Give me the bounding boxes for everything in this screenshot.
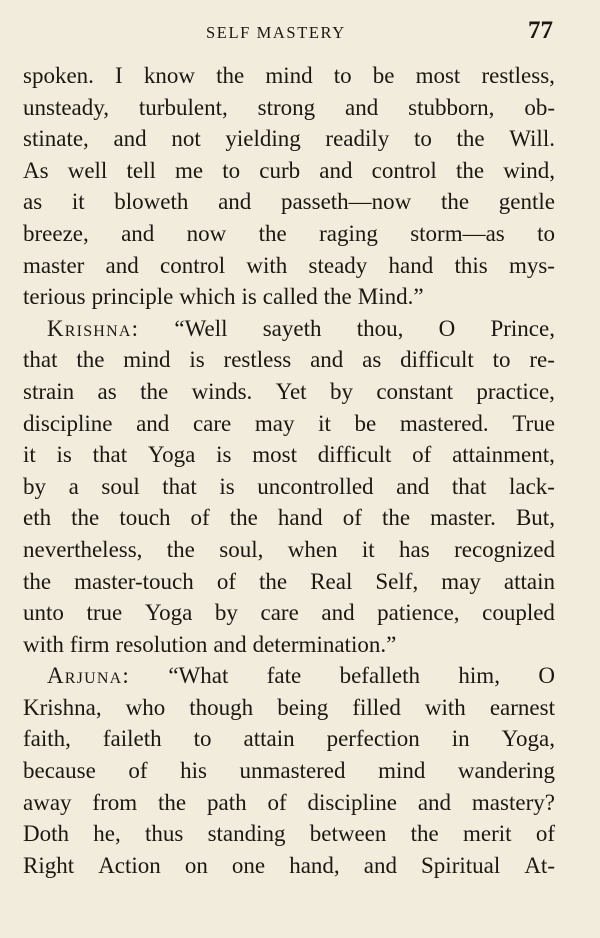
word: he, <box>93 821 121 847</box>
text-line <box>23 313 555 345</box>
word: is <box>216 442 232 468</box>
word: attain <box>503 568 555 594</box>
word: be <box>372 63 395 88</box>
word: is <box>241 284 257 310</box>
word: that <box>23 347 58 373</box>
word: breeze, <box>23 220 89 246</box>
word: with <box>424 694 466 720</box>
word: discipline <box>307 789 397 815</box>
word: is <box>219 473 235 499</box>
word: spoken. <box>23 63 94 88</box>
word: true <box>86 600 123 626</box>
word: resolution <box>115 631 208 657</box>
word: restless <box>223 347 292 373</box>
word: the <box>258 220 287 246</box>
word: be <box>354 410 377 436</box>
word: I <box>115 63 123 88</box>
word: thou, <box>356 315 404 341</box>
word: Yoga <box>144 600 193 626</box>
word: At- <box>524 852 555 878</box>
word: constant <box>376 378 453 404</box>
word: of <box>128 758 148 784</box>
word: storm—as <box>410 220 505 246</box>
word: of <box>190 505 210 531</box>
word: coupled <box>482 600 555 626</box>
word: of <box>267 789 287 815</box>
word: with <box>246 252 288 278</box>
word: away <box>23 789 72 815</box>
text-line <box>23 692 555 724</box>
text-line <box>23 186 555 218</box>
word: who <box>125 694 166 720</box>
word: it <box>361 536 375 562</box>
word: of <box>535 821 555 847</box>
text-line <box>23 723 555 755</box>
word: bloweth <box>114 189 189 215</box>
word: soul, <box>219 536 264 562</box>
text-line <box>23 60 555 92</box>
word: hand <box>277 505 323 531</box>
word: the <box>259 568 288 594</box>
word: it <box>71 189 85 215</box>
word: control <box>371 157 437 183</box>
word: the <box>410 821 439 847</box>
word: yielding <box>225 126 301 152</box>
text-line <box>23 218 555 250</box>
text-line <box>23 155 555 187</box>
word: because <box>23 758 96 784</box>
word: As <box>23 157 49 183</box>
word: know <box>143 63 195 88</box>
text-line <box>23 818 555 850</box>
text-line <box>23 597 555 629</box>
text-line <box>23 344 555 376</box>
word: gentle <box>498 189 555 215</box>
word: the <box>229 505 258 531</box>
word: mastery? <box>471 789 555 815</box>
word: raging <box>319 220 378 246</box>
word: to <box>222 157 241 183</box>
word: and <box>396 473 430 499</box>
word: filled <box>352 694 401 720</box>
speaker-name: Arjuna: <box>47 663 130 689</box>
word: to <box>492 347 511 373</box>
word: him, <box>458 663 500 689</box>
word: But, <box>515 505 555 531</box>
word: Will. <box>509 126 555 152</box>
word: to <box>537 220 555 246</box>
word: the <box>216 63 245 88</box>
word: by <box>329 378 353 404</box>
word: a <box>68 473 79 499</box>
word: and <box>121 220 155 246</box>
word: and <box>310 347 344 373</box>
word: Yoga, <box>501 726 555 752</box>
text-line <box>23 281 555 313</box>
word: passeth—now <box>280 189 412 215</box>
word: Real <box>310 568 353 594</box>
word: curb <box>259 157 301 183</box>
word: difficult <box>317 442 392 468</box>
word: principle <box>91 284 174 310</box>
word: the <box>381 505 411 531</box>
word: strong <box>257 94 316 120</box>
word: Krishna, <box>23 694 102 720</box>
word: the <box>140 378 169 404</box>
word: steady <box>308 252 368 278</box>
word: to <box>413 126 432 152</box>
running-head: SELF MASTERY <box>206 23 346 42</box>
word: unmastered <box>239 758 346 784</box>
word: turbulent, <box>138 94 228 120</box>
word: merit <box>463 821 512 847</box>
text-line <box>23 566 555 598</box>
word: tell <box>126 157 156 183</box>
word: earnest <box>489 694 555 720</box>
word: it <box>23 442 36 468</box>
text-line <box>23 660 555 692</box>
word: thus <box>144 821 184 847</box>
word: it <box>318 410 331 436</box>
word: and <box>321 600 355 626</box>
word: and <box>113 126 147 152</box>
word: as <box>97 378 117 404</box>
word: his <box>180 758 207 784</box>
word: one <box>231 852 266 878</box>
word: path <box>206 789 247 815</box>
word: and <box>105 252 139 278</box>
word: of <box>216 568 236 594</box>
text-line <box>23 787 555 819</box>
word: recognized <box>454 536 555 562</box>
word: as <box>23 189 43 215</box>
word: that <box>451 473 487 499</box>
word: and <box>218 189 252 215</box>
text-line <box>23 376 555 408</box>
text-line <box>23 471 555 503</box>
word: by <box>214 600 238 626</box>
word: now <box>186 220 227 246</box>
word: attain <box>243 726 295 752</box>
word: of <box>412 442 432 468</box>
word: called <box>262 284 318 310</box>
word: Prince, <box>490 315 555 341</box>
word: master <box>23 252 85 278</box>
word: Yet <box>275 378 307 404</box>
word: the <box>76 347 105 373</box>
word: patience, <box>377 600 460 626</box>
word: ob- <box>524 94 555 120</box>
word: Spiritual <box>421 852 501 878</box>
word: Right <box>23 852 75 878</box>
word: the <box>456 126 485 152</box>
text-line <box>23 502 555 534</box>
word: in <box>451 726 470 752</box>
speaker-name: Krishna: <box>47 315 140 341</box>
word: the <box>23 568 52 594</box>
word: though <box>189 694 254 720</box>
word: that <box>92 442 128 468</box>
word: of <box>342 505 362 531</box>
word: determination.” <box>252 631 397 657</box>
word: the <box>166 536 195 562</box>
text-line <box>23 123 555 155</box>
word: to <box>333 63 352 88</box>
word: Action <box>98 852 161 878</box>
text-line <box>23 755 555 787</box>
text-line <box>23 534 555 566</box>
word: me <box>174 157 204 183</box>
word: may <box>441 568 481 594</box>
word: stubborn, <box>408 94 495 120</box>
word: which <box>179 284 236 310</box>
word: care <box>260 600 299 626</box>
word: soul <box>101 473 140 499</box>
word: sayeth <box>262 315 322 341</box>
word: when <box>287 536 338 562</box>
word: that <box>162 473 197 499</box>
word: the <box>158 789 187 815</box>
word: may <box>254 410 295 436</box>
word: the <box>455 157 485 183</box>
page-number: 77 <box>528 17 553 44</box>
word: mind <box>123 347 171 373</box>
word: befalleth <box>339 663 421 689</box>
word: lack- <box>509 473 555 499</box>
word: uncontrolled <box>257 473 374 499</box>
word: master. <box>430 505 496 531</box>
word: restless, <box>481 63 555 88</box>
word: stinate, <box>23 126 89 152</box>
word: most <box>415 63 461 88</box>
word: and <box>363 852 397 878</box>
word: strain <box>23 378 75 404</box>
word: has <box>399 536 430 562</box>
word: O <box>538 663 555 689</box>
word: the <box>440 189 470 215</box>
word: the <box>323 284 352 310</box>
word: readily <box>325 126 390 152</box>
word: and <box>136 410 170 436</box>
word: standing <box>207 821 286 847</box>
word: not <box>171 126 201 152</box>
word: and <box>417 789 452 815</box>
word: this <box>454 252 488 278</box>
word: is <box>189 347 205 373</box>
word: to <box>193 726 212 752</box>
word: firm <box>69 631 110 657</box>
text-line <box>23 92 555 124</box>
body-text <box>23 60 555 881</box>
word: by <box>23 473 46 499</box>
word: hand <box>388 252 434 278</box>
word: O <box>438 315 456 341</box>
text-line <box>23 850 555 882</box>
word: Doth <box>23 821 69 847</box>
word: from <box>92 789 138 815</box>
word: control <box>160 252 226 278</box>
word: is <box>56 442 72 468</box>
word: faileth <box>102 726 162 752</box>
word: mind <box>265 63 313 88</box>
word: care <box>192 410 232 436</box>
word: wandering <box>457 758 555 784</box>
word: re- <box>529 347 555 373</box>
word: on <box>184 852 208 878</box>
word: most <box>252 442 297 468</box>
word: unsteady, <box>23 94 110 120</box>
word: eth <box>23 505 52 531</box>
word: mys- <box>508 252 555 278</box>
text-line <box>23 629 555 661</box>
word: unto <box>23 600 64 626</box>
word: nevertheless, <box>23 536 143 562</box>
word: discipline <box>23 410 113 436</box>
word: perfection <box>326 726 420 752</box>
word: Yoga <box>147 442 196 468</box>
word: attainment, <box>452 442 555 468</box>
word: wind, <box>503 157 555 183</box>
word: practice, <box>476 378 555 404</box>
page-header <box>0 18 600 52</box>
word: hand, <box>289 852 340 878</box>
word: as <box>362 347 382 373</box>
word: “What <box>168 663 229 689</box>
word: winds. <box>191 378 253 404</box>
word: between <box>309 821 387 847</box>
word: Mind.” <box>357 284 424 310</box>
word: faith, <box>23 726 71 752</box>
text-line <box>23 439 555 471</box>
word: and <box>319 157 353 183</box>
word: Self, <box>375 568 419 594</box>
word: terious <box>23 284 86 310</box>
word: “Well <box>174 315 228 341</box>
word: mind <box>378 758 426 784</box>
word: True <box>512 410 555 436</box>
word: difficult <box>400 347 474 373</box>
word: the <box>71 505 100 531</box>
word: being <box>277 694 329 720</box>
word: mastered. <box>399 410 489 436</box>
word: well <box>67 157 108 183</box>
word: fate <box>266 663 302 689</box>
text-line <box>23 250 555 282</box>
word: touch <box>119 505 171 531</box>
word: and <box>213 631 247 657</box>
word: with <box>23 631 64 657</box>
word: master-touch <box>74 568 194 594</box>
text-line <box>23 408 555 440</box>
word: and <box>345 94 379 120</box>
